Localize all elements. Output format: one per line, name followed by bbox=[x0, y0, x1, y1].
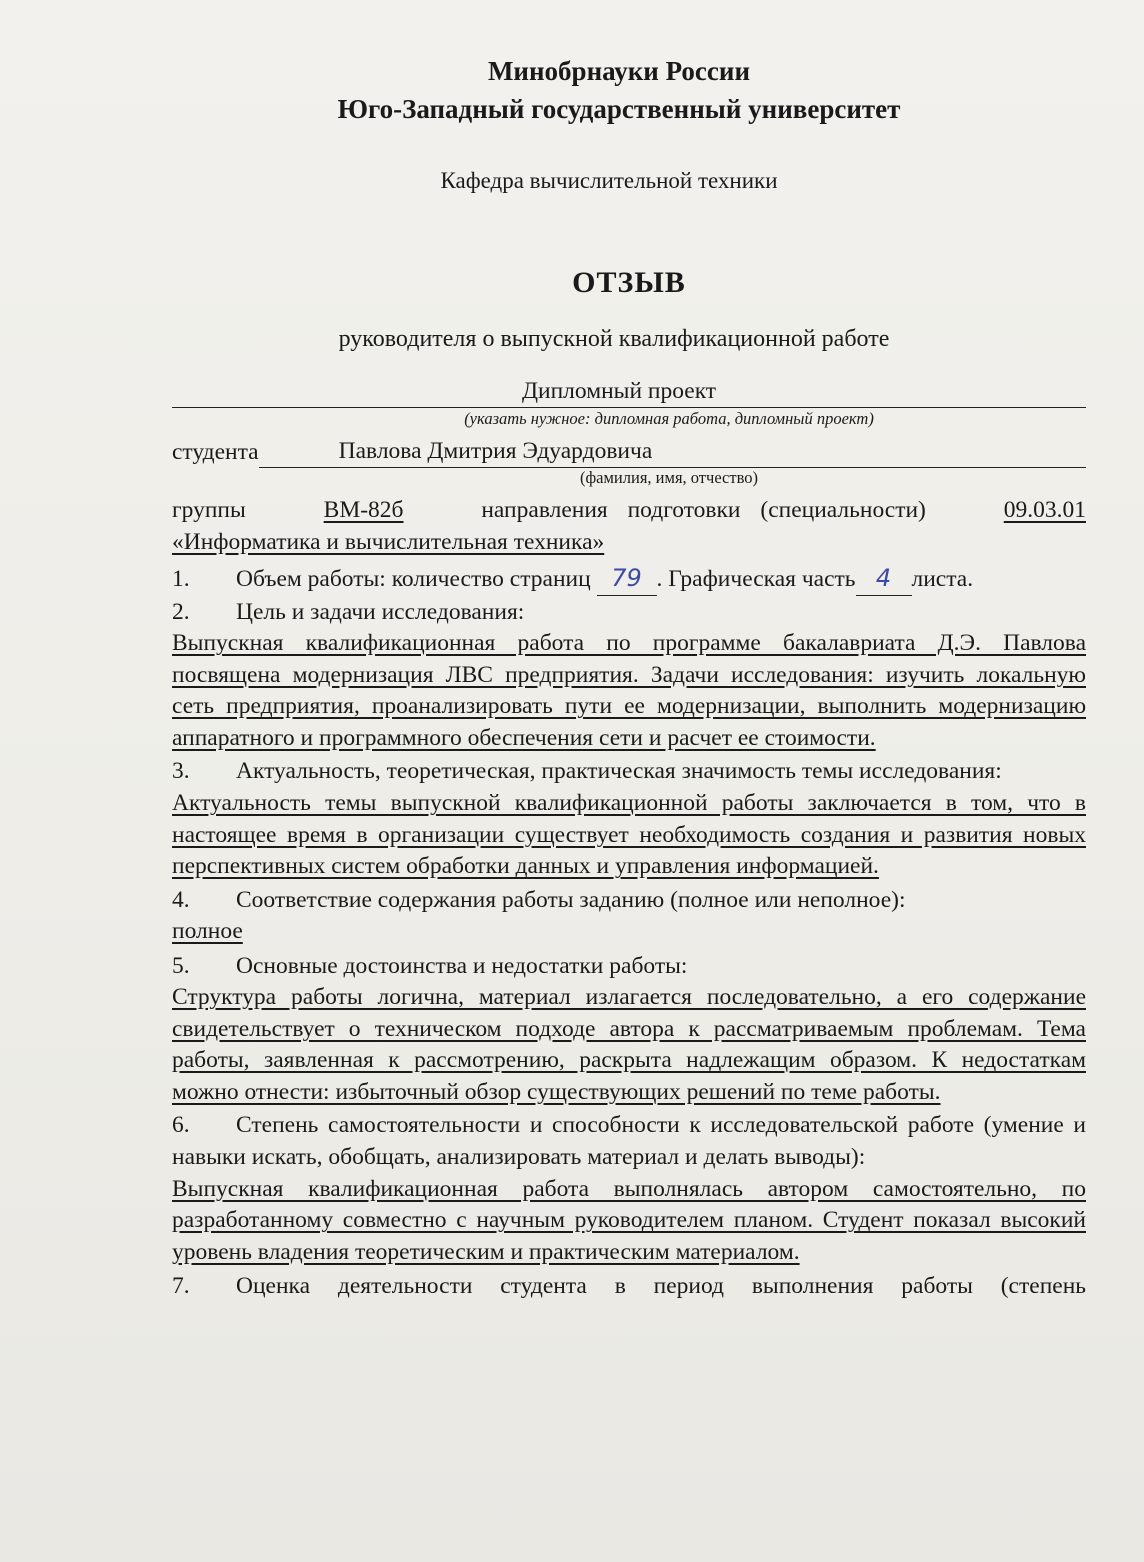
direction-label: направления подготовки (специальности) bbox=[481, 497, 926, 523]
item-2-answer-block bbox=[172, 628, 1086, 754]
item-4-heading: Соответствие содержания работы заданию (полное или неполное): bbox=[236, 886, 906, 913]
item-3-answer: Актуальность темы выпускной квалификационной работы заключается в том, что в настоящее время в организации существует необходимость создания и развития новых перспективных систем обработки данных и управления информацией. bbox=[172, 789, 1086, 880]
document-title: ОТЗЫВ bbox=[572, 266, 686, 299]
direction-name-line bbox=[172, 526, 1086, 558]
item-1-text-c: листа. bbox=[911, 566, 974, 592]
ministry-heading: Минобрнауки России bbox=[487, 56, 751, 86]
student-hint: (фамилия, имя, отчество) bbox=[579, 468, 759, 487]
item-5-heading-row bbox=[172, 950, 1086, 982]
item-5-heading: Основные достоинства и недостатки работы: bbox=[236, 952, 688, 979]
item-6-heading: Степень самостоятельности и способности к исследовательской работе (умение и навыки искать, обобщать, анализировать материал и делать выводы): bbox=[172, 1112, 1086, 1170]
direction-code: 09.03.01 bbox=[1003, 497, 1086, 523]
work-type-line bbox=[172, 375, 1086, 408]
item-6-heading-row bbox=[172, 1110, 1086, 1173]
student-line bbox=[172, 435, 1086, 468]
item-2-heading: Цель и задачи исследования: bbox=[236, 599, 525, 625]
student-label: студента bbox=[172, 439, 259, 465]
direction-name: «Информатика и вычислительная техника» bbox=[172, 529, 605, 555]
item-6-number: 6. bbox=[172, 1112, 190, 1139]
page-count: 79 bbox=[611, 564, 642, 592]
university-heading: Юго-Западный государственный университет bbox=[337, 94, 901, 124]
item-2-answer: Выпускная квалификационная работа по программе бакалавриата Д.Э. Павлова посвящена модернизация ЛВС предприятия. Задачи исследования: изучить локальную сеть предприятия, проанализировать пути ее модернизации, выполнить модернизацию аппаратного и программного обеспечения сети и расчет ее стоимости. bbox=[172, 630, 1086, 751]
item-1-text-a: Объем работы: количество страниц bbox=[236, 566, 591, 592]
item-7-number: 7. bbox=[172, 1273, 190, 1300]
item-3-heading-row bbox=[172, 756, 1086, 788]
item-5-number: 5. bbox=[172, 952, 190, 979]
item-1 bbox=[172, 562, 1086, 596]
item-7-heading: Оценка деятельности студента в период выполнения работы (степень bbox=[236, 1273, 1086, 1300]
item-4-heading-row bbox=[172, 885, 1086, 917]
document-subtitle: руководителя о выпускной квалификационной работе bbox=[338, 326, 890, 352]
item-7-heading-row bbox=[172, 1270, 1086, 1302]
item-1-number: 1. bbox=[172, 566, 190, 592]
group-value: ВМ-82б bbox=[323, 497, 404, 523]
department-heading: Кафедра вычислительной техники bbox=[440, 168, 778, 193]
item-5-answer: Структура работы логична, материал излагается последовательно, а его содержание свидетельствует о техническом подходе автора к рассматриваемым проблемам. Тема работы, заявленная к рассмотрению, раскрыта надлежащим образом. К недостаткам можно отнести: избыточный обзор существующих решений по теме работы. bbox=[172, 983, 1086, 1105]
item-2-number: 2. bbox=[172, 599, 190, 625]
item-3-heading: Актуальность, теоретическая, практическая значимость темы исследования: bbox=[236, 758, 1002, 785]
item-1-text-b: . Графическая часть bbox=[656, 566, 856, 592]
item-6-answer: Выпускная квалификационная работа выполнялась автором самостоятельно, по разработанному совместно с научным руководителем планом. Студент показал высокий уровень владения теоретическим и практическим материалом. bbox=[172, 1175, 1086, 1265]
group-line bbox=[172, 494, 1086, 526]
item-4-answer-block bbox=[172, 916, 1086, 948]
student-name: Павлова Дмитрия Эдуардовича bbox=[335, 435, 657, 468]
item-6-answer-block bbox=[172, 1174, 1086, 1269]
group-label: группы bbox=[172, 497, 246, 523]
work-type-value: Дипломный проект bbox=[518, 375, 720, 408]
item-2-heading-row bbox=[172, 596, 1086, 628]
item-4-answer: полное bbox=[172, 918, 243, 945]
item-4-number: 4. bbox=[172, 886, 190, 913]
item-3-number: 3. bbox=[172, 758, 190, 785]
item-3-answer-block bbox=[172, 788, 1086, 883]
item-5-answer-block bbox=[172, 982, 1086, 1108]
sheet-count: 4 bbox=[875, 564, 892, 592]
work-type-hint: (указать нужное: дипломная работа, дипломный проект) bbox=[464, 409, 874, 428]
